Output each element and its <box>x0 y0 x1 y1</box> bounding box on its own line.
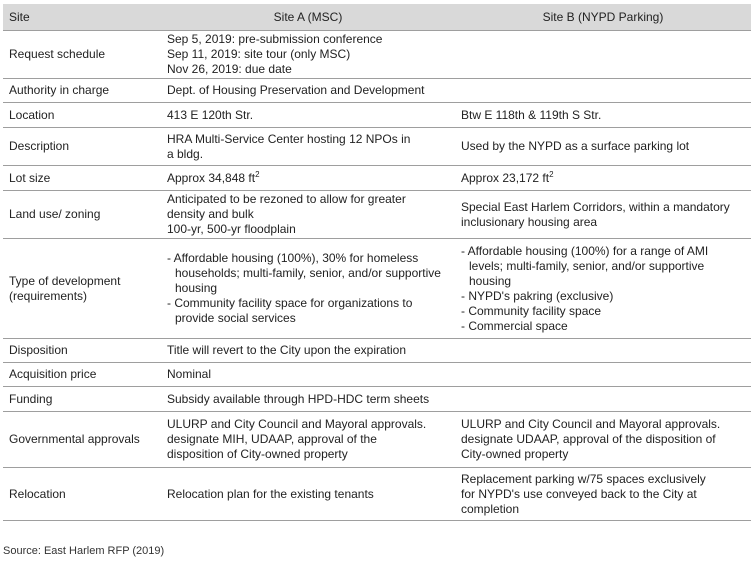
table-header-row <box>3 4 751 31</box>
cell-site-b <box>455 412 751 468</box>
row-label: Lot size <box>3 166 161 191</box>
row-label-line: Type of development <box>9 273 121 288</box>
table-row <box>3 166 751 191</box>
bullet-item: - Community facility space for organizations to provide social services <box>167 296 413 325</box>
cell-line: for NYPD's use conveyed back to the City at <box>461 486 697 501</box>
header-site-a: Site A (MSC) <box>161 4 455 31</box>
cell-site-b <box>455 191 751 239</box>
table-row <box>3 103 751 128</box>
cell-site-b <box>455 79 751 103</box>
table-row <box>3 191 751 239</box>
row-label <box>3 239 161 339</box>
cell-site-b <box>455 31 751 79</box>
header-site-b: Site B (NYPD Parking) <box>455 4 751 31</box>
row-label: Location <box>3 103 161 128</box>
cell-line: density and bulk <box>167 207 254 221</box>
row-label: Land use/ zoning <box>3 191 161 239</box>
bullet-item: - Affordable housing (100%) for a range of AMI levels; multi-family, senior, and/or supportive housing <box>461 243 709 288</box>
cell-line: 100-yr, 500-yr floodplain <box>167 222 296 236</box>
lot-size-a: Approx 34,848 ft <box>167 170 256 185</box>
cell-site-b <box>455 166 751 191</box>
row-label: Description <box>3 128 161 166</box>
superscript: 2 <box>549 169 554 179</box>
row-label-line: (requirements) <box>9 288 88 303</box>
cell-site-b: Used by the NYPD as a surface parking lot <box>455 128 751 166</box>
table-row <box>3 468 751 521</box>
cell-line: designate MIH, UDAAP, approval of the <box>167 432 377 446</box>
cell-site-a <box>161 412 455 468</box>
cell-line: City-owned property <box>461 447 569 461</box>
row-label: Authority in charge <box>3 79 161 103</box>
table-row <box>3 79 751 103</box>
cell-site-a: Dept. of Housing Preservation and Development <box>161 79 455 103</box>
cell-line: Nov 26, 2019: due date <box>167 62 292 76</box>
bullet-item: - Affordable housing (100%), 30% for homeless households; multi-family, senior, and/or supportive housing <box>167 251 441 295</box>
cell-line: HRA Multi-Service Center hosting 12 NPOs in <box>167 131 411 146</box>
cell-site-b <box>455 468 751 521</box>
table-row <box>3 412 751 468</box>
cell-site-b <box>455 363 751 387</box>
cell-site-a <box>161 166 455 191</box>
cell-line: Replacement parking w/75 spaces exclusively <box>461 471 706 486</box>
table-row <box>3 128 751 166</box>
cell-line: Special East Harlem Corridors, within a mandatory <box>461 199 730 214</box>
table-row <box>3 339 751 363</box>
table-row <box>3 31 751 79</box>
cell-line: Sep 11, 2019: site tour (only MSC) <box>167 47 351 61</box>
cell-line: ULURP and City Council and Mayoral approvals. <box>167 417 427 431</box>
table-row <box>3 239 751 339</box>
cell-site-a <box>161 31 455 79</box>
cell-site-a: Subsidy available through HPD-HDC term sheets <box>161 387 455 412</box>
cell-site-a <box>161 128 455 166</box>
cell-line: disposition of City-owned property <box>167 447 348 461</box>
superscript: 2 <box>255 169 260 179</box>
cell-line: inclusionary housing area <box>461 214 598 229</box>
cell-site-a <box>161 191 455 239</box>
cell-site-b: Btw E 118th & 119th S Str. <box>455 103 751 128</box>
table-row <box>3 387 751 412</box>
cell-site-b <box>455 339 751 363</box>
bullet-item: - NYPD's pakring (exclusive) <box>461 288 614 303</box>
lot-size-b: Approx 23,172 ft <box>461 170 550 185</box>
cell-line: Sep 5, 2019: pre-submission conference <box>167 32 383 46</box>
row-label: Governmental approvals <box>3 412 161 468</box>
site-comparison-table <box>3 4 751 521</box>
cell-line: completion <box>461 501 520 516</box>
cell-line: designate UDAAP, approval of the disposition of <box>461 432 716 446</box>
header-site: Site <box>3 4 161 31</box>
bullet-item: - Community facility space <box>461 303 602 318</box>
cell-site-b <box>455 387 751 412</box>
cell-site-a: Title will revert to the City upon the expiration <box>161 339 455 363</box>
cell-site-a: Relocation plan for the existing tenants <box>161 468 455 521</box>
cell-line: ULURP and City Council and Mayoral approvals. <box>461 417 721 431</box>
source-note: Source: East Harlem RFP (2019) <box>3 545 165 557</box>
row-label: Relocation <box>3 468 161 521</box>
cell-site-a <box>161 239 455 339</box>
table-row <box>3 363 751 387</box>
row-label: Acquisition price <box>3 363 161 387</box>
cell-line: Anticipated to be rezoned to allow for greater <box>167 192 406 206</box>
cell-line: a bldg. <box>167 146 204 161</box>
cell-site-a: 413 E 120th Str. <box>161 103 455 128</box>
row-label: Request schedule <box>3 31 161 79</box>
bullet-item: - Commercial space <box>461 318 568 333</box>
row-label: Disposition <box>3 339 161 363</box>
cell-site-b <box>455 239 751 339</box>
row-label: Funding <box>3 387 161 412</box>
cell-site-a: Nominal <box>161 363 455 387</box>
